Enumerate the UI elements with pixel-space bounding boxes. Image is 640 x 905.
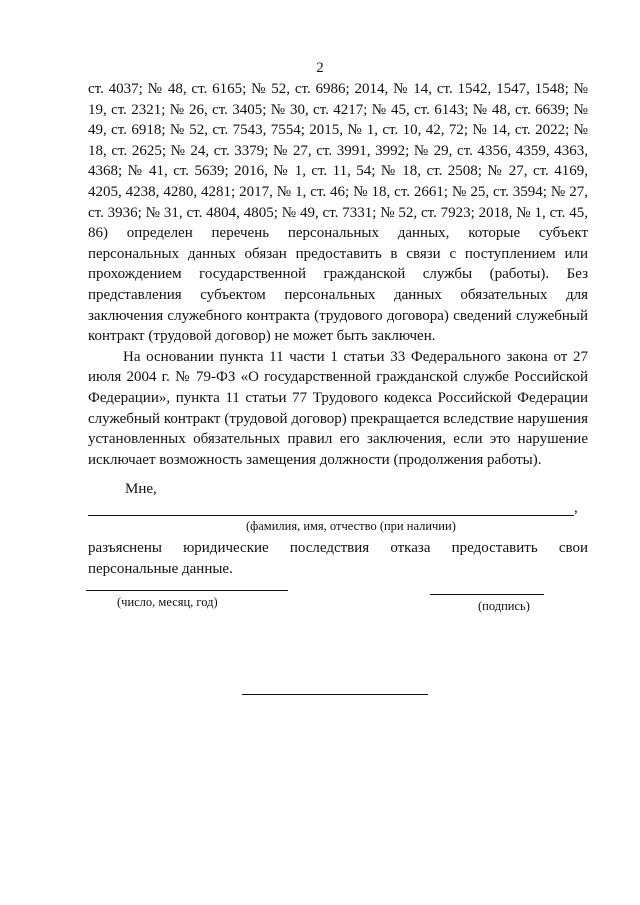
- date-fill-line: [86, 590, 288, 591]
- greeting-text: Мне,: [125, 481, 157, 497]
- name-line-comma: ,: [574, 500, 578, 516]
- explained-block: [88, 538, 588, 579]
- bottom-separator-line: [242, 694, 428, 695]
- explained-line-2: персональные данные.: [88, 560, 233, 577]
- name-caption: (фамилия, имя, отчество (при наличии): [246, 519, 456, 533]
- explained-line-1: разъяснены юридические последствия отказа предоставить свои: [88, 540, 588, 556]
- legal-references-paragraph: ст. 4037; № 48, ст. 6165; № 52, ст. 6986; 2014, № 14, ст. 1542, 1547, 1548; № 19, ст. 2321; № 26, ст. 3405; № 30, ст. 4217; № 45, ст. 6143; № 48, ст. 6639; № 49, ст. 6918; № 52, ст. 7543, 7554; 2015, № 1, ст. 10, 42, 72; № 14, ст. 2022; № 18, ст. 2625; № 24, ст. 3379; № 27, ст. 3991, 3992; № 29, ст. 4356, 4359, 4363, 4368; № 41, ст. 5639; 2016, № 1, ст. 11, 54; № 18, ст. 2508; № 27, ст. 4169, 4205, 4238, 4280, 4281; 2017, № 1, ст. 46; № 18, ст. 2661; № 25, ст. 3594; № 27, ст. 3936; № 31, ст. 4804, 4805; № 49, ст. 7331; № 52, ст. 7923; 2018, № 1, ст. 45, 86) определен перечень персональных данных, которые субъект персональных данных обязан предоставить в связи с поступлением или прохождением государственной гражданской службы (работы). Без представления субъектом персональных данных обязательных для заключения служебного контракта (трудового договора) сведений служебный контракт (трудовой договор) не может быть заключен.: [88, 81, 588, 345]
- contract-termination-paragraph: На основании пункта 11 части 1 статьи 33 Федерального закона от 27 июля 2004 г. № 79-ФЗ «О государственной гражданской службе Российской Федерации», пункта 11 статьи 77 Трудового кодекса Российской Федерации служебный контракт (трудовой договор) прекращается вследствие нарушения установленных обязательных правил его заключения, если это нарушение исключает возможность замещения должности (продолжения работы).: [88, 348, 588, 468]
- page-number: 2: [316, 60, 324, 76]
- date-caption: (число, месяц, год): [117, 595, 218, 609]
- main-text: [88, 79, 588, 470]
- signature-caption: (подпись): [478, 599, 530, 613]
- signature-fill-line: [430, 594, 544, 595]
- name-fill-line: [88, 515, 574, 516]
